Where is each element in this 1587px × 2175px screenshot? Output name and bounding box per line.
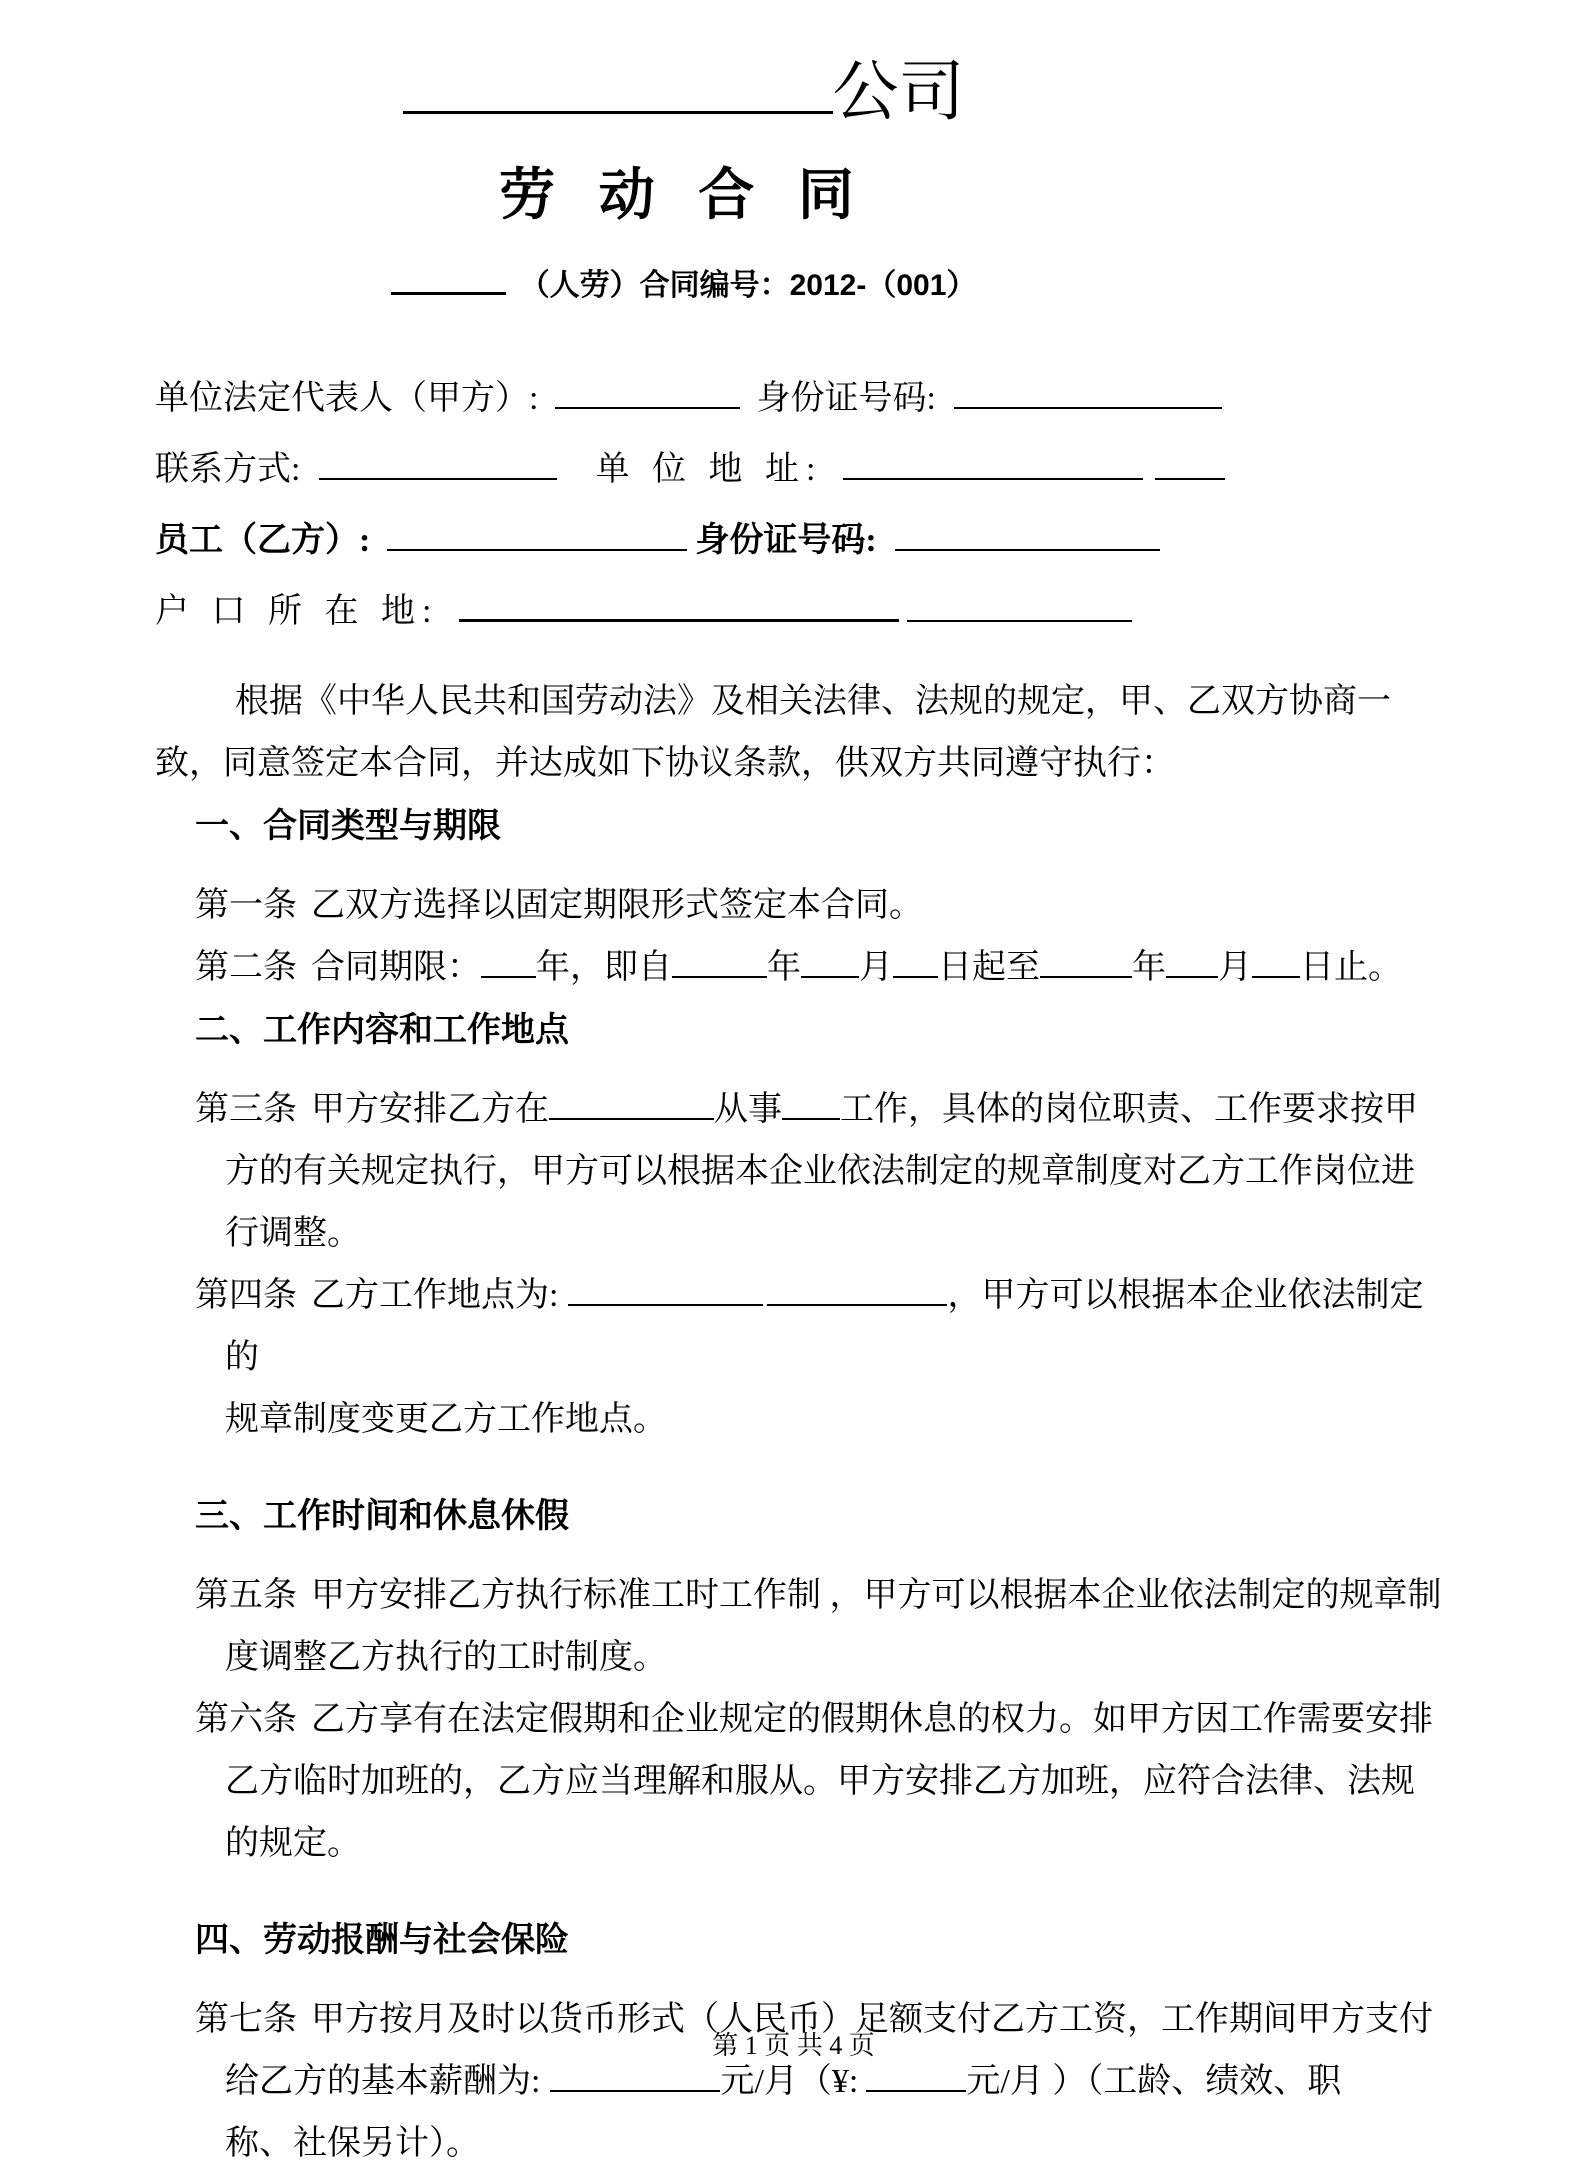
blank-address-2 (1155, 466, 1225, 480)
article-2-seg-4: 月 (859, 948, 893, 986)
blank-contact (319, 466, 557, 480)
article-4-line-2: 规章制度变更乙方工作地点。 (225, 1400, 667, 1438)
document-title: 劳 动 合 同 (499, 162, 868, 226)
form-line-contact (155, 434, 1452, 505)
blank-base-salary (550, 2078, 720, 2092)
contact-label: 联系方式: (155, 450, 301, 488)
blank-legal-rep-name (555, 395, 740, 409)
document-header (155, 52, 1452, 305)
article-3-line-3: 行调整。 (225, 1214, 361, 1252)
blank-id-number-b (895, 537, 1160, 551)
id-number-label-a: 身份证号码: (756, 379, 936, 417)
intro-paragraph (155, 671, 1452, 795)
page-footer: 第 1 页 共 4 页 (712, 2030, 875, 2060)
article-7-label: 第七条 (195, 2000, 297, 2038)
id-number-label-b: 身份证号码: (695, 521, 877, 559)
form-line-residence (155, 576, 1452, 647)
intro-line-1: 根据《中华人民共和国劳动法》及相关法律、法规的规定，甲、乙双方协商一 (235, 682, 1391, 720)
blank-work-location-2 (767, 1292, 947, 1306)
article-5-label: 第五条 (195, 1576, 297, 1614)
article-1-line-1 (195, 875, 1452, 937)
blank-start-month (801, 964, 859, 978)
article-5-text-1: 甲方安排乙方执行标准工时工作制 ，甲方可以根据本企业依法制定的规章制 (311, 1576, 1442, 1614)
form-line-employee (155, 505, 1452, 576)
blank-end-month (1166, 964, 1218, 978)
article-2-label: 第二条 (195, 948, 297, 986)
article-2-seg-5: 日起至 (938, 948, 1040, 986)
article-2 (155, 937, 1452, 999)
contract-number-line (155, 266, 1212, 305)
article-3-label: 第三条 (195, 1090, 297, 1128)
blank-start-year (672, 964, 767, 978)
contract-body (155, 671, 1452, 2175)
article-7 (155, 1989, 1452, 2175)
article-2-seg-3: 年 (767, 948, 801, 986)
blank-end-day (1252, 964, 1300, 978)
article-1-label: 第一条 (195, 886, 297, 924)
section-1-heading: 一、合同类型与期限 (195, 806, 501, 845)
article-7-seg-2: 元/月（¥: (720, 2062, 859, 2100)
article-7-text-1: 甲方按月及时以货币形式（人民币）足额支付乙方工资，工作期间甲方支付 (311, 2000, 1433, 2038)
blank-residence-2 (907, 608, 1132, 622)
article-4-seg-2: ，甲方可以根据本企业依法制定的 (225, 1276, 1424, 1376)
blank-employee-name (387, 537, 687, 551)
article-5-line-2: 度调整乙方执行的工时制度。 (225, 1638, 667, 1676)
contract-number-text: （人劳）合同编号：2012-（001） (519, 268, 977, 302)
company-suffix-text: 公司 (832, 56, 965, 129)
article-2-seg-6: 年 (1132, 948, 1166, 986)
form-line-legal-rep (155, 363, 1452, 434)
article-2-seg-1: 合同期限： (311, 948, 481, 986)
article-3-seg-3: 工作，具体的岗位职责、工作要求按甲 (840, 1090, 1418, 1128)
blank-start-day (893, 964, 938, 978)
parties-form (155, 363, 1452, 647)
article-7-line-3: 称、社保另计）。 (225, 2124, 480, 2162)
blank-company-name (403, 95, 833, 114)
article-7-seg-3: 元/月 ）（工龄、绩效、职 (966, 2062, 1342, 2100)
intro-line-2: 致，同意签定本合同，并达成如下协议条款，供双方共同遵守执行： (155, 744, 1175, 782)
article-6-line-2: 乙方临时加班的，乙方应当理解和服从。甲方安排乙方加班，应符合法律、法规 (225, 1762, 1415, 1800)
article-3-line-1 (195, 1079, 1452, 1141)
residence-label: 户 口 所 在 地: (155, 592, 439, 630)
article-3-seg-1: 甲方安排乙方在 (311, 1090, 549, 1128)
article-3-seg-2: 从事 (714, 1090, 782, 1128)
article-2-seg-7: 月 (1218, 948, 1252, 986)
employee-label: 员工（乙方）: (155, 521, 371, 559)
article-6-line-3: 的规定。 (225, 1824, 361, 1862)
blank-work-position (782, 1106, 840, 1120)
blank-work-department (549, 1106, 714, 1120)
blank-end-year (1040, 964, 1132, 978)
section-4-heading: 四、劳动报酬与社会保险 (195, 1920, 569, 1959)
article-2-line-1 (195, 937, 1452, 999)
article-3-line-2: 方的有关规定执行，甲方可以根据本企业依法制定的规章制度对乙方工作岗位进 (225, 1152, 1415, 1190)
blank-contract-no-prefix (391, 280, 506, 295)
blank-salary-number (866, 2078, 966, 2092)
article-4-seg-1: 乙方工作地点为: (311, 1276, 559, 1314)
blank-residence-1 (459, 607, 899, 622)
article-1 (155, 875, 1452, 937)
article-6 (155, 1689, 1452, 1875)
article-6-text-1: 乙方享有在法定假期和企业规定的假期休息的权力。如甲方因工作需要安排 (311, 1700, 1433, 1738)
article-5 (155, 1565, 1452, 1689)
article-2-seg-8: 日止。 (1300, 948, 1402, 986)
blank-term-years (481, 964, 536, 978)
article-6-label: 第六条 (195, 1700, 297, 1738)
article-7-seg-1: 给乙方的基本薪酬为: (225, 2062, 541, 2100)
article-2-seg-2: 年，即自 (536, 948, 672, 986)
company-name-line (155, 52, 1212, 135)
article-3 (155, 1079, 1452, 1265)
article-6-line-1 (195, 1689, 1452, 1751)
article-4-label: 第四条 (195, 1276, 297, 1314)
article-4 (155, 1265, 1452, 1451)
blank-address-1 (843, 466, 1143, 480)
blank-work-location-1 (568, 1292, 763, 1306)
article-1-text: 乙双方选择以固定期限形式签定本合同。 (311, 886, 923, 924)
section-3-heading: 三、工作时间和休息休假 (195, 1496, 569, 1535)
article-5-line-1 (195, 1565, 1452, 1627)
address-label: 单 位 地 址: (595, 450, 823, 488)
section-2-heading: 二、工作内容和工作地点 (195, 1010, 569, 1049)
legal-rep-label: 单位法定代表人（甲方）: (155, 379, 539, 417)
article-4-line-1 (195, 1265, 1452, 1389)
blank-id-number-a (954, 395, 1222, 409)
